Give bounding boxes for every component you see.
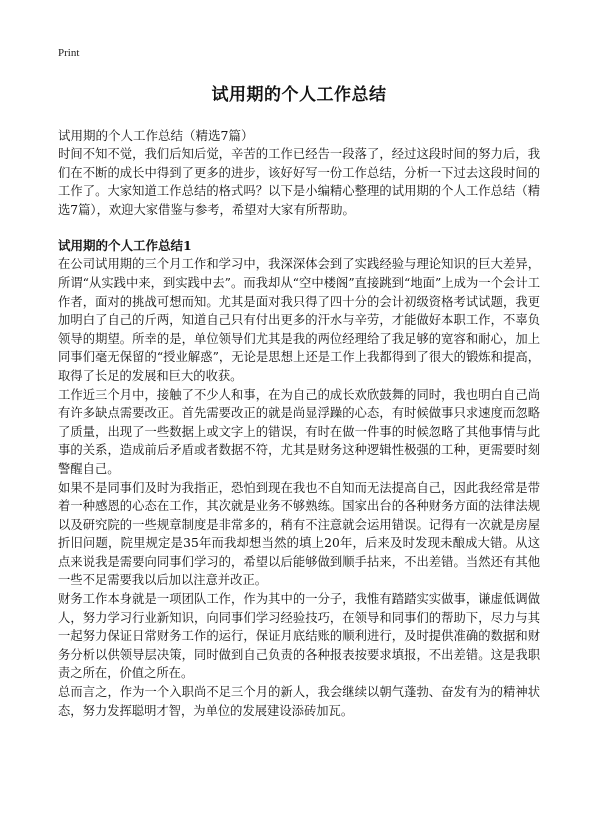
body-paragraph-5: 总而言之，作为一个入职尚不足三个月的新人，我会继续以朝气蓬勃、奋发有为的精神状态，努力发挥聪明才智，为单位的发展建设添砖加瓦。 xyxy=(58,685,540,718)
document-subtitle: 试用期的个人工作总结（精选7篇） xyxy=(58,128,254,143)
body-paragraph-1: 在公司试用期的三个月工作和学习中，我深深体会到了实践经验与理论知识的巨大差异，所谓“从实践中来，到实践中去”。而我却从“空中楼阁”直接跳到“地面”上成为一个会计工作者，面对的挑战可想而知。尤其是面对我只得了四十分的会计初级资格考试试题，我更加明白了自己的斤两，知道自己只有付出更多的汗水与辛劳，才能做好本职工作，不辜负领导的期望。所幸的是，单位领导们尤其是我的两位经理给了我足够的宽容和耐心，加上同事们毫无保留的“授业解惑”，无论是思想上还是工作上我都得到了很大的锻炼和提高，取得了长足的发展和巨大的收获。 xyxy=(58,257,540,383)
body-paragraph-4: 财务工作本身就是一项团队工作，作为其中的一分子，我惟有踏踏实实做事，谦虚低调做人，努力学习行业新知识，向同事们学习经验技巧，在领导和同事们的帮助下，尽力与其一起努力保证日常财务工作的运行，保证月底结账的顺利进行，及时提供准确的数据和财务分析以供领导层决策，同时做到自己负责的各种报表按要求填报，不出差错。这是我职责之所在，价值之所在。 xyxy=(58,592,540,681)
document-title: 试用期的个人工作总结 xyxy=(211,85,387,105)
print-link[interactable]: Print xyxy=(58,47,80,59)
body-paragraph-2: 工作近三个月中，接触了不少人和事，在为自己的成长欢欣鼓舞的同时，我也明白自己尚有许多缺点需要改正。首先需要改正的就是尚显浮躁的心态，有时候做事只求速度而忽略了质量，出现了一些数据上或文字上的错误，有时在做一件事的时候忽略了其他事情与此事的关系，造成前后矛盾或者数据不符，尤其是财务这种逻辑性极强的工种，更需要时刻警醒自己。 xyxy=(58,387,540,476)
intro-paragraph: 时间不知不觉，我们后知后觉，辛苦的工作已经告一段落了，经过这段时间的努力后，我们在不断的成长中得到了更多的进步，该好好写一份工作总结，分析一下过去这段时间的工作了。大家知道工作总结的格式吗？以下是小编精心整理的试用期的个人工作总结（精选7篇），欢迎大家借鉴与参考，希望对大家有所帮助。 xyxy=(58,147,540,217)
body-paragraph-3: 如果不是同事们及时为我指正，恐怕到现在我也不自知而无法提高自己，因此我经常是带着一种感恩的心态在工作，其次就是业务不够熟练。国家出台的各种财务方面的法律法规以及研究院的一些规章制度是非常多的，稍有不注意就会运用错误。记得有一次就是房屋折旧问题，院里规定是35年而我却想当然的填上20年，后来及时发现未酿成大错。从这点来说我是需要向同事们学习的，希望以后能够做到顺手拈来，不出差错。当然还有其他一些不足需要我以后加以注意并改正。 xyxy=(58,480,540,588)
section-heading: 试用期的个人工作总结1 xyxy=(58,238,192,254)
